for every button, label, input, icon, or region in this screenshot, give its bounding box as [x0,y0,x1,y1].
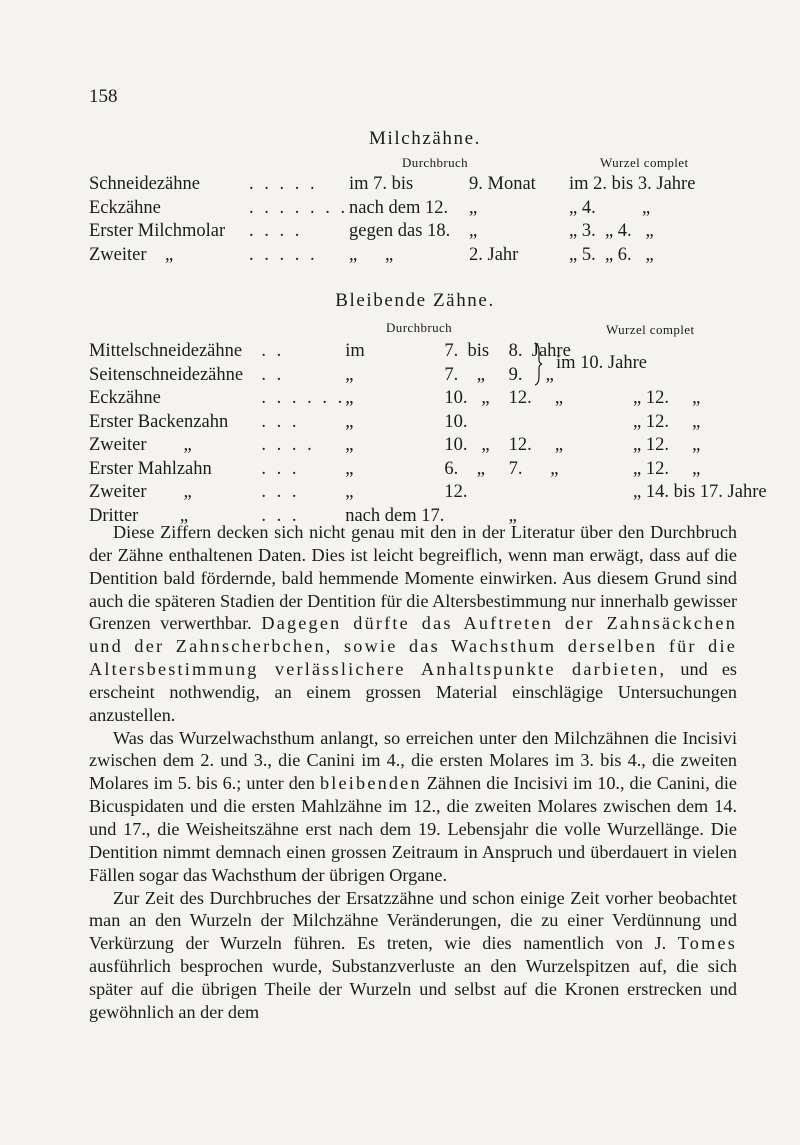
durchbruch-start: im 7. bis [349,174,414,195]
heading-bleibende: Bleibende Zähne. [335,290,495,311]
leader-dots: . . . [261,505,300,526]
table-row [89,197,739,221]
durchbruch-end: 2. Jahr [469,244,519,265]
tooth-name: Schneidezähne [89,174,200,195]
durchbruch-start: 6. „ [444,458,485,479]
text-run: Was das Wurzelwachsthum anlangt, so erreichen unter den Milchzähnen die Incisivi zwischen dem 2. und 3., die Canini im 4., die ersten Molares im 3. bis 4., die zweiten Molares im 5. bis 6.; unter den [89,727,737,794]
tooth-name: Eckzähne [89,197,161,218]
durchbruch-start: 10. [444,411,468,432]
durchbruch-start: gegen das 18. [349,221,451,242]
tooth-name: Erster Mahlzahn [89,458,212,479]
leader-dots: . . [261,341,285,362]
col-header-durchbruch-1: Durchbruch [402,155,469,170]
wurzel-complet: „ 12. „ [632,388,701,409]
leader-dots: . . . . . [249,244,318,265]
tooth-name: Seitenschneidezähne [89,364,244,385]
table-row [89,340,800,364]
text-run: Zähnen die Incisivi im 10., die Canini, die Bicuspidaten und die ersten Mahlzähne im 12., die zweiten Molares zwischen dem 14. und 17., die Weisheitszähne erst nach dem 19. Lebensjahr die volle Wurzellänge. Die Dentition nimmt demnach einen grossen Zeitraum in Anspruch und überdauert in vielen Fällen sogar das Wachsthum der übrigen Organe. [89,773,737,885]
leader-dots: . . . [261,411,300,432]
table-row [89,411,800,435]
durchbruch-end [509,411,615,435]
table-row [89,481,800,505]
durchbruch-start: 7. „ [444,364,485,385]
table-row [89,434,800,458]
spacer [615,387,633,411]
wurzel-complet: im 2. bis 3. Jahre [569,174,696,195]
tooth-name: Zweiter „ [89,244,174,265]
text-run: Diese Ziffern decken sich nicht genau mit den in der Literatur über den Durchbruch der Zähne enthaltenen Daten. Dies ist leicht begreiflich, wenn man erwägt, dass auf die Dentition bald fördernde, bald hemmende Momente einwirken. Aus diesem Grund sind auch die späteren Stadien der Dentition für die Altersbestimmung nur innerhalb gewisser Grenzen verwerthbar. [89,522,737,634]
tooth-name: Zweiter „ [89,435,192,456]
tooth-name: Dritter „ [89,505,189,526]
durchbruch-start: 7. bis [444,341,490,362]
text-run: ausführlich besprochen wurde, Substanzverluste an den Wurzelspitzen auf, die sich später auf die übrigen Theile der Wurzeln und selbst auf die Kronen erstrecken und gewöhnlich an der dem [89,956,737,1022]
table-row [89,244,739,268]
durchbruch-end: 9. Monat [469,174,536,195]
milchzaehne-table [89,173,739,267]
wurzel-complet: „ 12. „ [632,435,701,456]
durchbruch-end: 8. Jahre [508,341,571,362]
durchbruch-end: 12. „ [508,388,564,409]
text-run: Zur Zeit des Durchbruches der Ersatzzähne und schon einige Zeit vorher beobachtet man an den Wurzeln der Milchzähne Veränderungen, die zu einer Verdünnung und Verkürzung der Wurzeln führen. Es treten, wie dies namentlich von J. [89,887,737,954]
col-header-durchbruch-2: Durchbruch [386,320,453,335]
wurzel-complet [633,340,800,364]
durchbruch-prefix: „ [345,435,354,456]
paragraph [89,887,737,1024]
durchbruch-prefix: „ [345,411,354,432]
page-number: 158 [89,86,118,107]
durchbruch-start: „ „ [349,244,394,265]
spaced-emphasis: Dagegen dürfte das Auftreten der Zahnsäckchen und der Zahnscherbchen, sowie das Wachsthum derselben für die Altersbestimmung verlässlichere Anhaltspunkte darbieten, [89,613,737,680]
durchbruch-start: 10. „ [444,435,490,456]
durchbruch-end: 12. „ [508,435,564,456]
durchbruch-prefix: nach dem 17. [345,505,445,526]
tooth-name: Eckzähne [89,388,161,409]
durchbruch-end: 7. „ [508,458,559,479]
paragraph [89,521,737,727]
spacer [615,458,633,482]
table-row [89,220,739,244]
durchbruch-end: 9. „ [508,364,554,385]
leader-dots: . . . [261,458,300,479]
durchbruch-prefix: im [345,341,365,362]
paragraph [89,727,737,887]
durchbruch-prefix: „ [345,364,354,385]
wurzel-complet: „ 12. „ [632,458,701,479]
durchbruch-end: „ [469,221,478,242]
wurzel-complet [633,364,800,388]
spacer [615,411,633,435]
durchbruch-prefix: „ [345,482,354,503]
durchbruch-prefix: „ [345,458,354,479]
tooth-name: Zweiter „ [89,482,192,503]
spaced-emphasis: bleibenden [319,773,422,794]
wurzel-complet: „ 14. bis 17. Jahre [632,482,767,503]
bleibende-table [89,340,800,528]
durchbruch-start: nach dem 12. [349,197,449,218]
wurzel-complet: „ 12. „ [632,411,701,432]
durchbruch-prefix: „ [345,388,354,409]
spacer [615,481,633,505]
durchbruch-end [509,481,615,505]
wurzel-complet: „ 4. „ [569,197,651,218]
leader-dots: . . . [261,482,300,503]
spacer [615,434,633,458]
table-row [89,387,800,411]
durchbruch-start: 12. [444,482,468,503]
tooth-name: Erster Milchmolar [89,221,226,242]
wurzel-complet: „ 5. „ 6. „ [569,244,654,265]
body-text [89,521,737,1024]
durchbruch-start: 10. „ [444,388,490,409]
brace-value: im 10. Jahre [556,353,647,373]
tooth-name: Mittelschneidezähne [89,341,243,362]
col-header-wurzel-1: Wurzel complet [600,155,689,170]
leader-dots: . . . . . . [261,388,346,409]
text-run: und es erscheint nothwendig, an einem grossen Material einschlägige Untersuchungen anzustellen. [89,659,737,725]
col-header-wurzel-2: Wurzel complet [606,322,695,337]
table-row [89,458,800,482]
brace-glyph [534,342,542,386]
heading-milchzaehne: Milchzähne. [368,128,482,149]
leader-dots: . . . . . [249,174,318,195]
leader-dots: . . . . [261,435,315,456]
tooth-name: Erster Backenzahn [89,411,229,432]
wurzel-complet: „ 3. „ 4. „ [569,221,654,242]
durchbruch-end: „ [469,197,478,218]
durchbruch-end: „ [508,505,517,526]
leader-dots: . . . . [249,221,303,242]
spaced-emphasis: Tomes [677,933,737,954]
leader-dots: . . . . . . . [249,197,349,218]
leader-dots: . . [261,364,285,385]
table-row [89,364,800,388]
table-row [89,173,739,197]
